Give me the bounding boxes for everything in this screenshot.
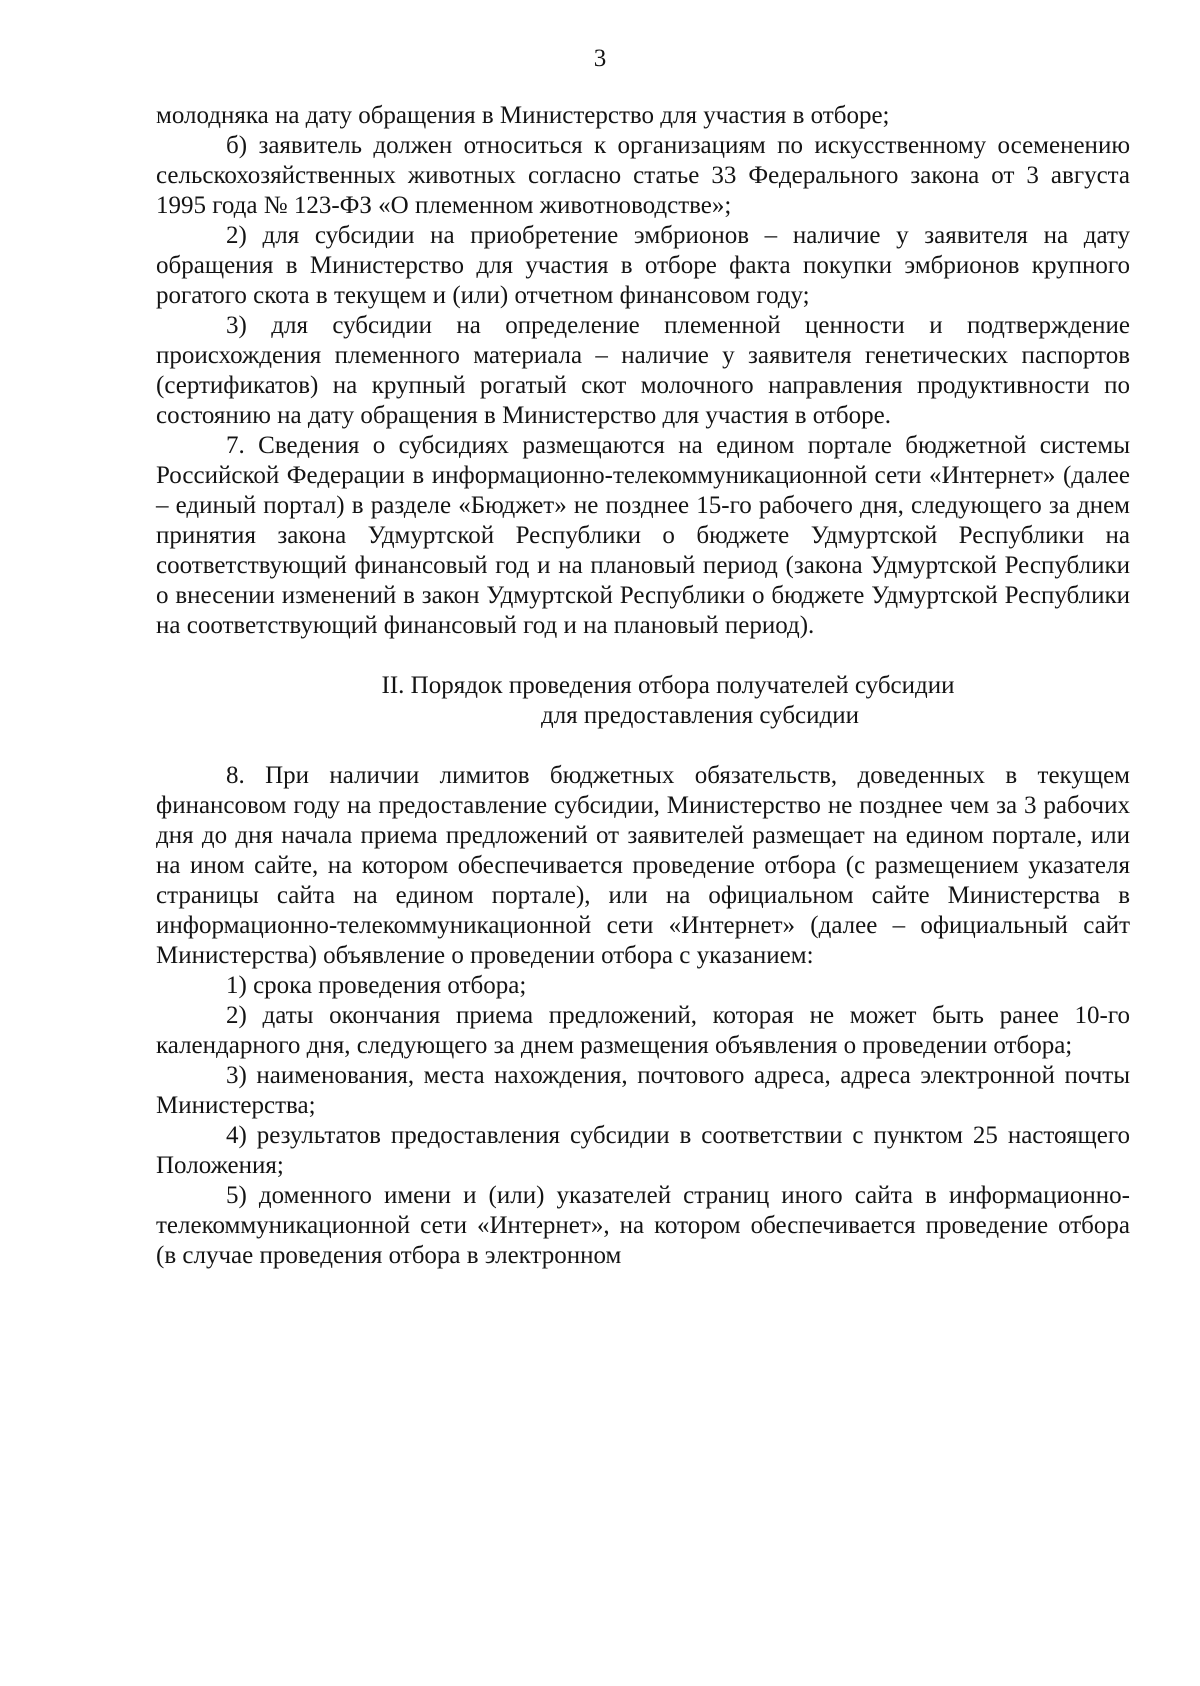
paragraph-clause-8: 8. При наличии лимитов бюджетных обязательств, доведенных в текущем финансовом году на предоставление субсидии, Министерство не позднее чем за 3 рабочих дня до дня начала приема предложений от заявителей размещает на едином портале, или на ином сайте, на котором обеспечивается проведение отбора (с размещением указателя страницы сайта на едином портале), или на официальном сайте Министерства в информационно-телекоммуникационной сети «Интернет» (далее – официальный сайт Министерства) объявление о проведении отбора с указанием: (156, 762, 1130, 969)
list-item-1: 1) срока проведения отбора; (226, 972, 527, 999)
section-heading-line-1: II. Порядок проведения отбора получателей субсидии (381, 672, 955, 699)
list-item-4: 4) результатов предоставления субсидии в соответствии с пунктом 25 настоящего Положения; (156, 1122, 1130, 1179)
page-number: 3 (593, 45, 607, 72)
list-item-2: 2) даты окончания приема предложений, которая не может быть ранее 10-го календарного дня, следующего за днем размещения объявления о проведении отбора; (156, 1002, 1130, 1059)
paragraph-item-3: 3) для субсидии на определение племенной ценности и подтверждение происхождения племенного материала – наличие у заявителя генетических паспортов (сертификатов) на крупный рогатый скот молочного направления продуктивности по состоянию на дату обращения в Министерство для участия в отборе. (156, 312, 1130, 429)
paragraph-item-2: 2) для субсидии на приобретение эмбрионов – наличие у заявителя на дату обращения в Министерство для участия в отборе факта покупки эмбрионов крупного рогатого скота в текущем и (или) отчетном финансовом году; (156, 222, 1130, 309)
document-body (156, 101, 1130, 1271)
section-heading-line-2: для предоставления субсидии (540, 702, 860, 729)
list-item-5: 5) доменного имени и (или) указателей страниц иного сайта в информационно-телекоммуникационной сети «Интернет», на котором обеспечивается проведение отбора (в случае проведения отбора в электронном (156, 1182, 1130, 1269)
paragraph-continuation: молодняка на дату обращения в Министерство для участия в отборе; (156, 102, 890, 129)
paragraph-clause-7: 7. Сведения о субсидиях размещаются на едином портале бюджетной системы Российской Федерации в информационно-телекоммуникационной сети «Интернет» (далее – единый портал) в разделе «Бюджет» не позднее 15-го рабочего дня, следующего за днем принятия закона Удмуртской Республики о бюджете Удмуртской Республики на соответствующий финансовый год и на плановый период (закона Удмуртской Республики о внесении изменений в закон Удмуртской Республики о бюджете Удмуртской Республики на соответствующий финансовый год и на плановый период). (156, 432, 1130, 639)
section-heading (156, 671, 1130, 731)
list-item-3: 3) наименования, места нахождения, почтового адреса, адреса электронной почты Министерства; (156, 1062, 1130, 1119)
paragraph-subitem-b: б) заявитель должен относиться к организациям по искусственному осеменению сельскохозяйственных животных согласно статье 33 Федерального закона от 3 августа 1995 года № 123-ФЗ «О племенном животноводстве»; (156, 132, 1130, 219)
